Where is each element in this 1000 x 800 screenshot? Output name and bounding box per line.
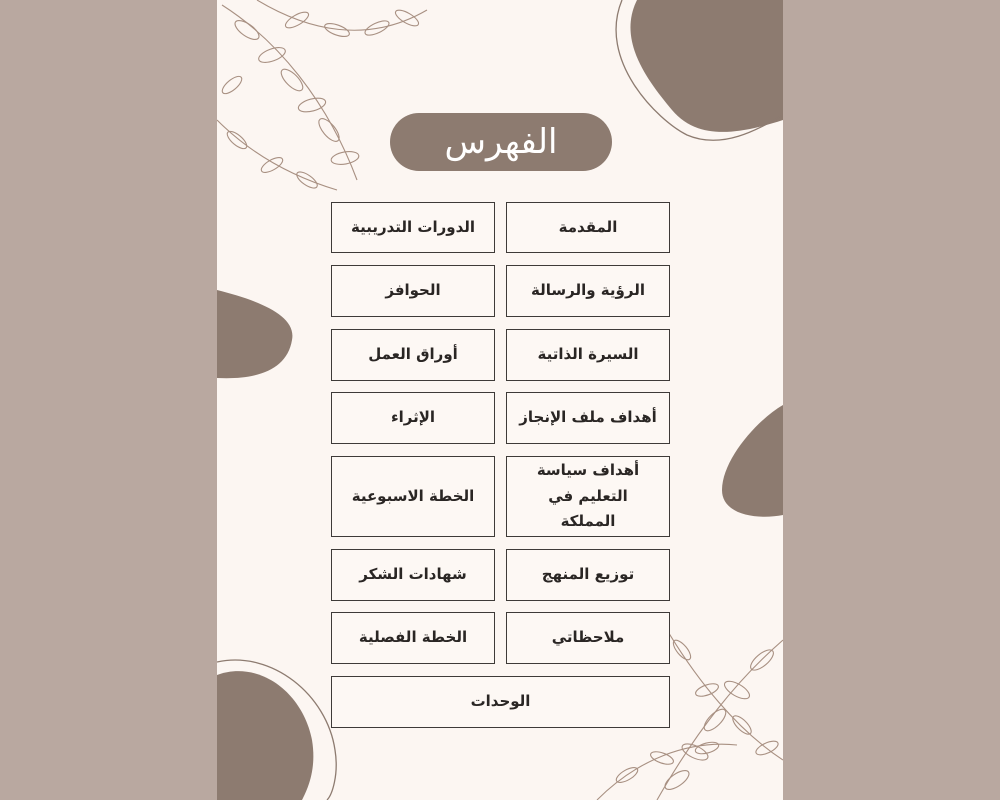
index-item-introduction[interactable]: المقدمة [506,202,670,253]
index-item-portfolio-goals[interactable]: أهداف ملف الإنجاز [506,392,670,444]
blob-right [722,405,783,517]
index-item-incentives[interactable]: الحوافز [331,265,495,317]
index-item-cv[interactable]: السيرة الذاتية [506,329,670,381]
blob-bottom-left [217,671,313,800]
index-page [217,0,783,800]
index-item-units[interactable]: الوحدات [331,676,670,728]
index-item-worksheets[interactable]: أوراق العمل [331,329,495,381]
index-item-thank-you-certificates[interactable]: شهادات الشكر [331,549,495,601]
index-title: الفهرس [390,113,612,171]
index-item-training-courses[interactable]: الدورات التدريبية [331,202,495,253]
index-item-curriculum-distribution[interactable]: توزيع المنهج [506,549,670,601]
index-item-education-policy-goals[interactable]: أهداف سياسة التعليم في المملكة [506,456,670,537]
index-item-semester-plan[interactable]: الخطة الفصلية [331,612,495,664]
index-item-enrichment[interactable]: الإثراء [331,392,495,444]
index-item-vision-mission[interactable]: الرؤية والرسالة [506,265,670,317]
blob-left [217,290,292,378]
blob-top-right [630,0,783,132]
index-item-my-notes[interactable]: ملاحظاتي [506,612,670,664]
leaf-branch-top-left [217,0,427,191]
index-item-weekly-plan[interactable]: الخطة الاسبوعية [331,456,495,537]
